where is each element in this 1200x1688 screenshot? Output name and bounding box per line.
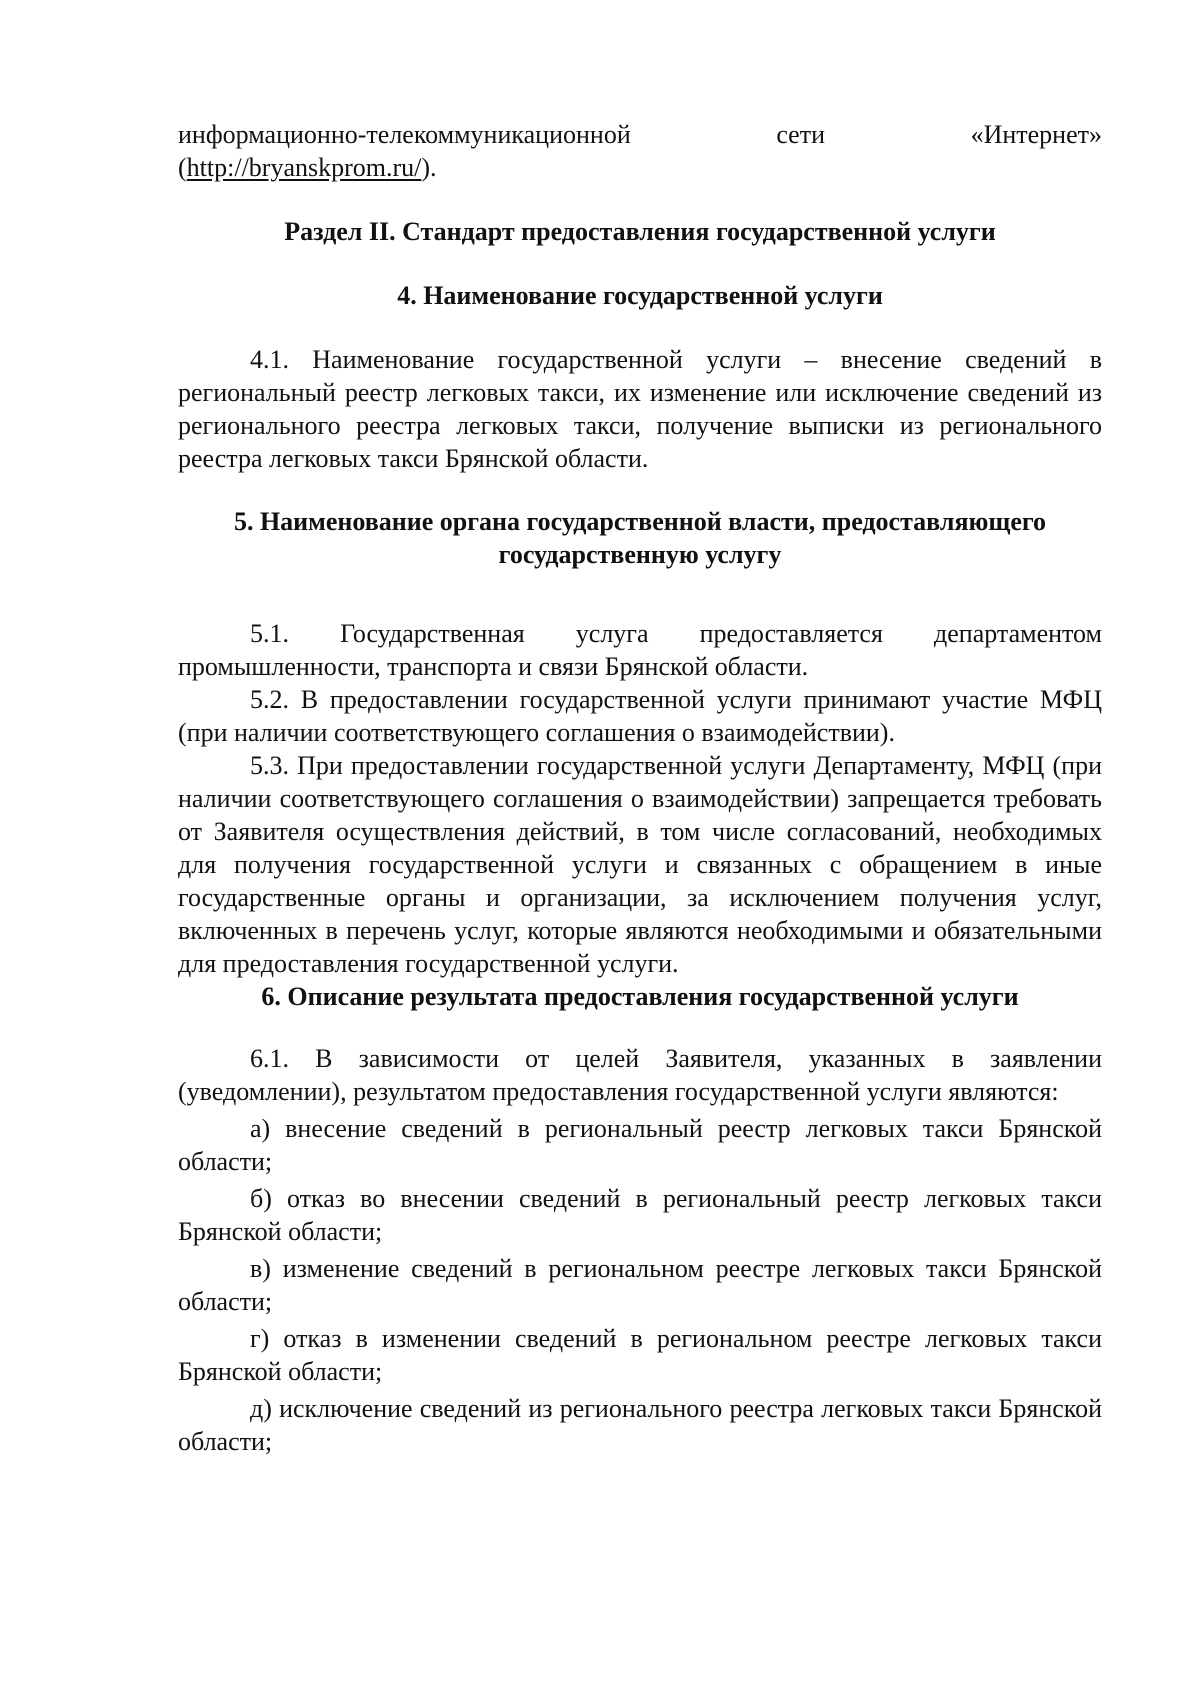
paragraph-5-2: 5.2. В предоставлении государственной услуги принимают участие МФЦ (при наличии соответствующего соглашения о взаимодействии). [178,685,1102,747]
heading-6: 6. Описание результата предоставления государственной услуги [261,982,1019,1011]
list-item: в) изменение сведений в региональном реестре легковых такси Брянской области; [178,1254,1102,1316]
paragraph-4-1: 4.1. Наименование государственной услуги – внесение сведений в региональный реестр легковых такси, их изменение или исключение сведений из регионального реестра легковых такси, получение выписки из регионального реестра легковых такси Брянской области. [178,345,1102,473]
list-item: д) исключение сведений из регионального реестра легковых такси Брянской области; [178,1394,1102,1456]
intro-link-line [178,151,1102,184]
intro-word-3: «Интернет» [970,120,1102,149]
intro-word-1: информационно-телекоммуникационной [178,120,631,149]
paren-open: ( [178,153,187,182]
heading-5-line-2: государственную услугу [498,540,782,569]
list-item: г) отказ в изменении сведений в региональном реестре легковых такси Брянской области; [178,1324,1102,1386]
heading-4: 4. Наименование государственной услуги [397,281,883,310]
list-item: б) отказ во внесении сведений в региональный реестр легковых такси Брянской области; [178,1184,1102,1246]
intro-word-2: сети [776,120,825,149]
site-link[interactable]: http://bryanskprom.ru/ [186,153,422,182]
paragraph-6-1: 6.1. В зависимости от целей Заявителя, указанных в заявлении (уведомлении), результатом предоставления государственной услуги являются: [178,1044,1102,1106]
list-item: а) внесение сведений в региональный реестр легковых такси Брянской области; [178,1114,1102,1176]
paragraph-5-3: 5.3. При предоставлении государственной услуги Департаменту, МФЦ (при наличии соответствующего соглашения о взаимодействии) запрещается требовать от Заявителя осуществления действий, в том числе согласований, необходимых для получения государственной услуги и связанных с обращением в иные государственные органы и организации, за исключением получения услуг, включенных в перечень услуг, которые являются необходимыми и обязательными для предоставления государственной услуги. [178,751,1102,978]
intro-line [178,118,1102,151]
heading-5 [178,505,1102,571]
document-page [178,118,1102,1458]
paragraph-5-1: 5.1. Государственная услуга предоставляется департаментом промышленности, транспорта и связи Брянской области. [178,619,1102,681]
paren-close: ). [421,153,437,182]
heading-5-line-1: 5. Наименование органа государственной власти, предоставляющего [233,507,1047,536]
section-title: Раздел II. Стандарт предоставления государственной услуги [284,217,996,246]
